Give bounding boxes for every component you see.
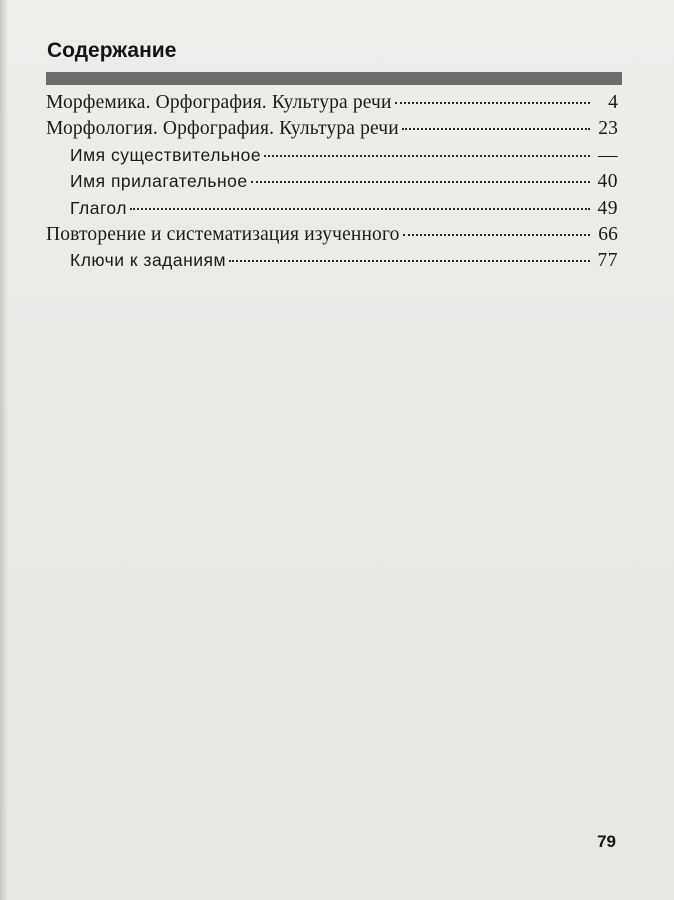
contents-header [46,38,622,85]
dot-leader [402,128,590,130]
toc-entry-answer-keys [46,250,618,276]
dot-leader [403,234,590,236]
dot-leader [264,155,590,157]
toc-entry-title: Повторение и систематизация изученного [46,223,400,245]
page-number: 79 [597,832,616,851]
toc-entry-review [46,224,618,250]
toc-entry-title: Имя существительное [70,144,262,165]
toc-entry-verb [46,198,618,224]
page-gutter-shadow [0,0,8,900]
page-title: Содержание [47,39,177,62]
toc-entry-title: Глагол [70,197,127,218]
toc-entry-title: Ключи к заданиям [70,250,227,271]
toc-entry-morphemics [46,92,618,118]
dot-leader [229,260,590,262]
toc-entry-title: Имя прилагательное [70,171,248,192]
toc-entry-morphology [46,118,618,144]
toc-entry-page: 40 [597,171,618,193]
toc-entry-title: Морфология. Орфография. Культура речи [46,118,399,140]
dot-leader [395,102,590,104]
dot-leader [130,208,590,210]
toc-entry-page: 49 [597,197,618,219]
header-rule [46,72,622,85]
toc-entry-title: Морфемика. Орфография. Культура речи [46,92,392,113]
toc-entry-page: 66 [598,223,618,245]
toc-entry-adjective [46,171,618,197]
table-of-contents [46,92,618,277]
dot-leader [251,181,590,183]
toc-entry-page: 4 [608,92,618,113]
toc-entry-page: — [598,144,618,166]
toc-entry-page: 77 [597,250,618,272]
toc-entry-page: 23 [598,118,618,140]
toc-entry-noun [46,145,618,171]
